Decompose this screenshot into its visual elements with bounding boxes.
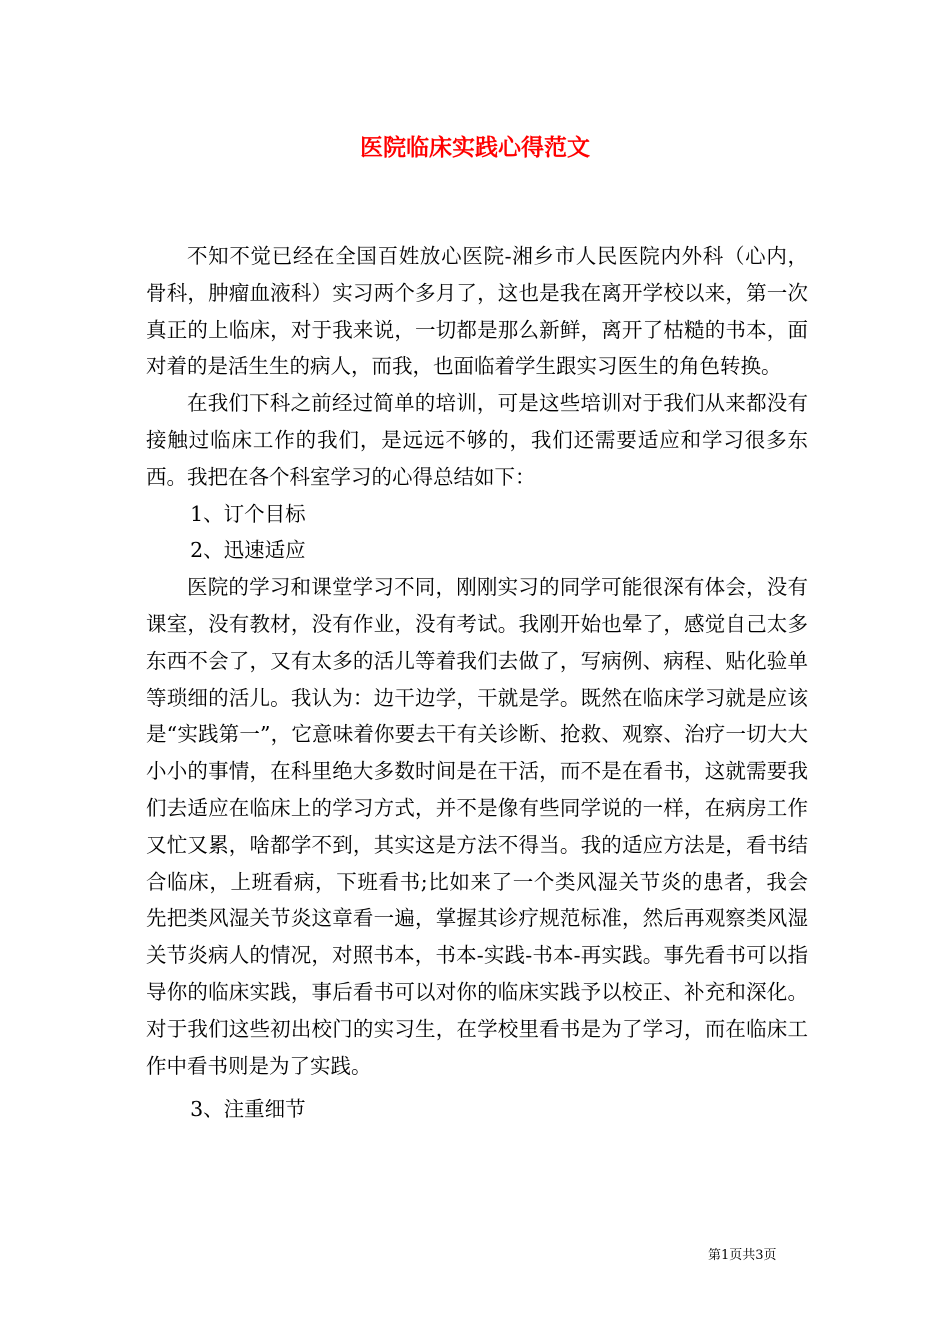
document-body (146, 238, 808, 1128)
document-title: 医院临床实践心得范文 (360, 134, 590, 161)
paragraph-intro: 不知不觉已经在全国百姓放心医院-湘乡市人民医院内外科（心内，骨科，肿瘤血液科）实习两个多月了，这也是我在离开学校以来，第一次真正的上临床，对于我来说，一切都是那么新鲜，离开了枯糙的书本，面对着的是活生生的病人，而我，也面临着学生跟实习医生的角色转换。 (146, 244, 808, 379)
paragraph-training: 在我们下科之前经过简单的培训，可是这些培训对于我们从来都没有接触过临床工作的我们，是远远不够的，我们还需要适应和学习很多东西。我把在各个科室学习的心得总结如下： (146, 391, 808, 489)
list-item-details: 3、注重细节 (190, 1097, 306, 1122)
page-number: 第1页共3页 (708, 1248, 777, 1263)
list-item-goal: 1、订个目标 (190, 501, 306, 526)
paragraph-adapt-detail: 医院的学习和课堂学习不同，刚刚实习的同学可能很深有体会，没有课室，没有教材，没有作业，没有考试。我刚开始也晕了，感觉自己太多东西不会了，又有太多的活儿等着我们去做了，写病例、病程、贴化验单等琐细的活儿。我认为：边干边学，干就是学。既然在临床学习就是应该是“实践第一”，它意味着你要去干有关诊断、抢救、观察、治疗一切大大小小的事情，在科里绝大多数时间是在干活，而不是在看书，这就需要我们去适应在临床上的学习方式，并不是像有些同学说的一样，在病房工作又忙又累，啥都学不到，其实这是方法不得当。我的适应方法是，看书结合临床，上班看病，下班看书;比如来了一个类风湿关节炎的患者，我会先把类风湿关节炎这章看一遍，掌握其诊疗规范标准，然后再观察类风湿关节炎病人的情况，对照书本，书本-实践-书本-再实践。事先看书可以指导你的临床实践，事后看书可以对你的临床实践予以校正、补充和深化。对于我们这些初出校门的实习生，在学校里看书是为了学习，而在临床工作中看书则是为了实践。 (146, 575, 808, 1078)
list-item-adapt: 2、迅速适应 (190, 538, 306, 563)
